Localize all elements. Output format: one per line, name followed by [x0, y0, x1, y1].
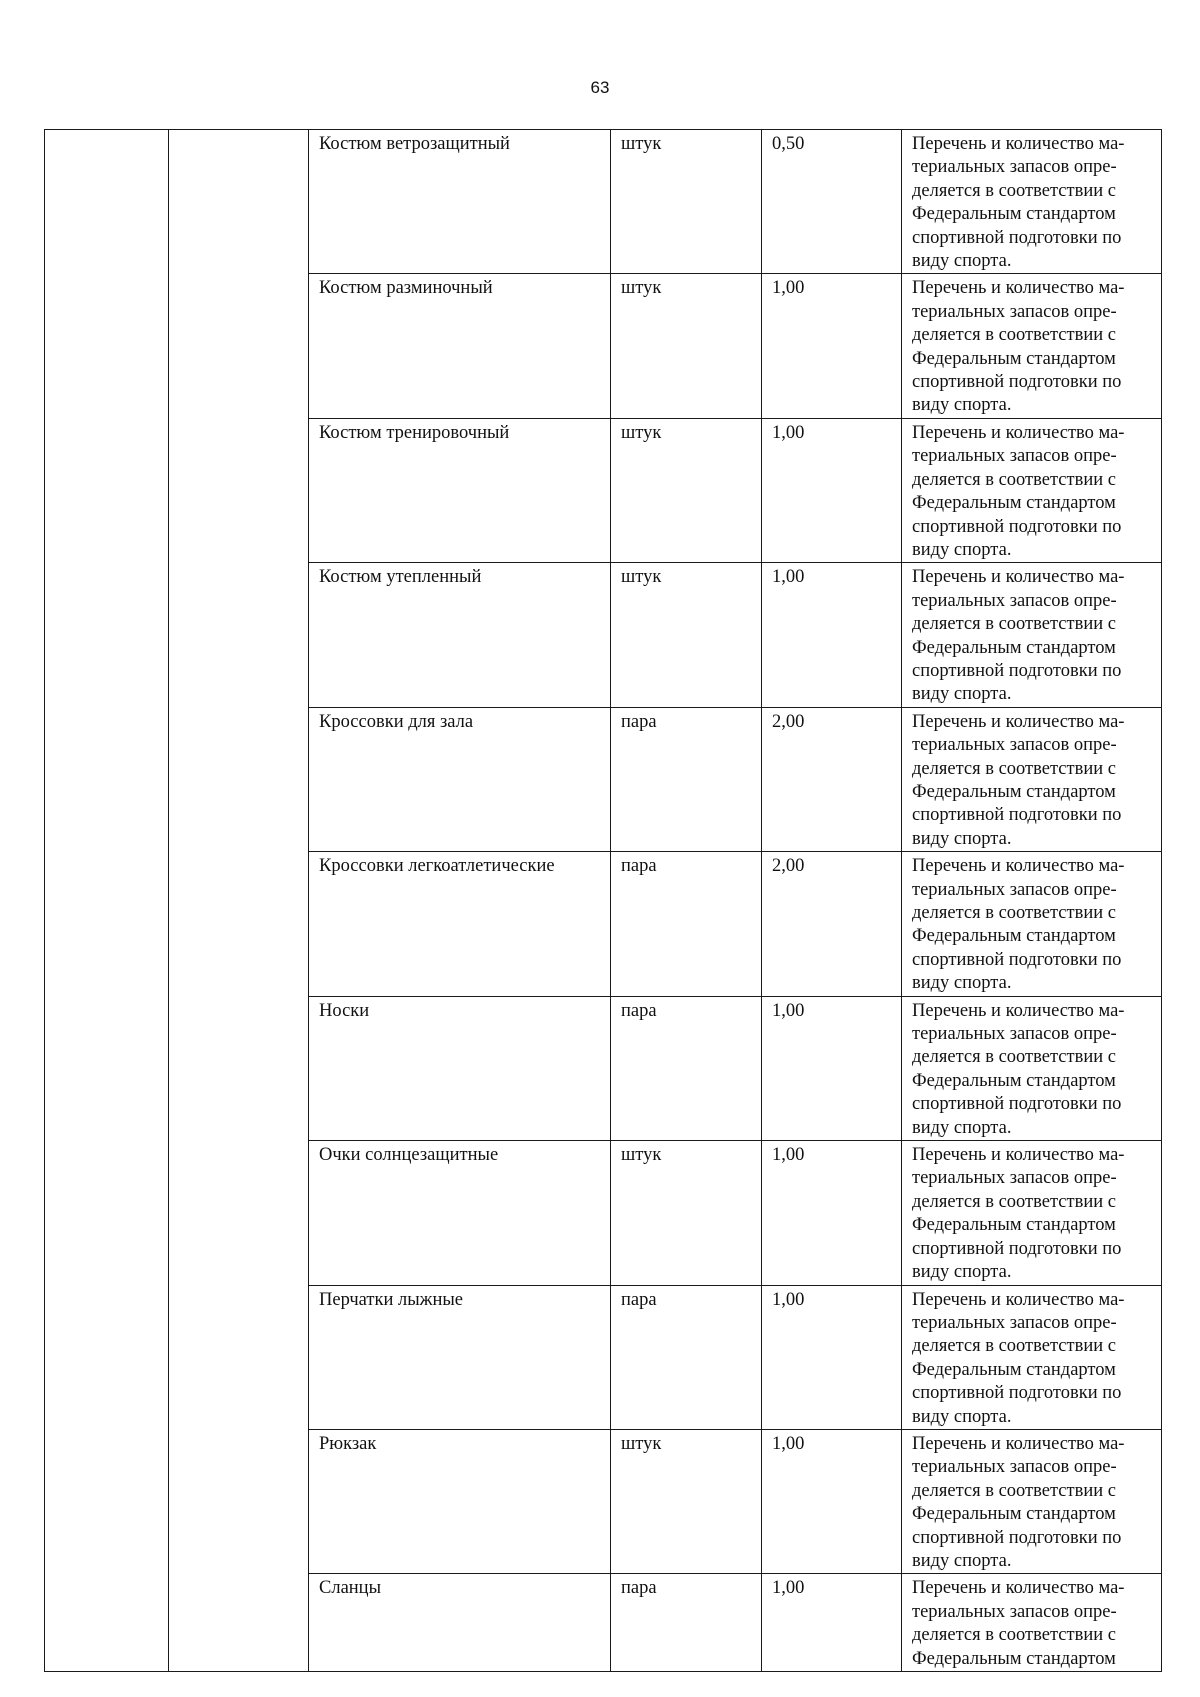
- unit-cell: штук: [611, 418, 762, 562]
- item-name-cell: Костюм ветрозащитный: [309, 130, 611, 274]
- item-name-cell: Перчатки лыжные: [309, 1285, 611, 1429]
- item-name-cell: Очки солнцезащитные: [309, 1141, 611, 1285]
- quantity-cell: 1,00: [762, 274, 902, 418]
- item-name-cell: Кроссовки легкоатлетические: [309, 852, 611, 996]
- quantity-cell: 1,00: [762, 1574, 902, 1672]
- item-name-cell: Носки: [309, 996, 611, 1140]
- note-cell: Перечень и количество ма-териальных запасов опре-деляется в соответствии с Федеральным стандартом: [902, 1574, 1162, 1672]
- merged-cell-col2: [169, 130, 309, 1672]
- quantity-cell: 1,00: [762, 418, 902, 562]
- quantity-cell: 1,00: [762, 1429, 902, 1573]
- item-name-cell: Кроссовки для зала: [309, 707, 611, 851]
- quantity-cell: 2,00: [762, 707, 902, 851]
- item-name-cell: Сланцы: [309, 1574, 611, 1672]
- note-cell: Перечень и количество ма-териальных запасов опре-деляется в соответствии с Федеральным стандартом спортивной подготовки по виду спорта.: [902, 852, 1162, 996]
- unit-cell: пара: [611, 996, 762, 1140]
- equipment-table-body: [45, 130, 1162, 1672]
- table-row: [45, 130, 1162, 274]
- unit-cell: штук: [611, 274, 762, 418]
- item-name-cell: Костюм утепленный: [309, 563, 611, 707]
- merged-cell-col1: [45, 130, 169, 1672]
- unit-cell: штук: [611, 563, 762, 707]
- unit-cell: штук: [611, 1429, 762, 1573]
- note-cell: Перечень и количество ма-териальных запасов опре-деляется в соответствии с Федеральным стандартом спортивной подготовки по виду спорта.: [902, 418, 1162, 562]
- note-cell: Перечень и количество ма-териальных запасов опре-деляется в соответствии с Федеральным стандартом спортивной подготовки по виду спорта.: [902, 1429, 1162, 1573]
- note-cell: Перечень и количество ма-териальных запасов опре-деляется в соответствии с Федеральным стандартом спортивной подготовки по виду спорта.: [902, 707, 1162, 851]
- quantity-cell: 1,00: [762, 996, 902, 1140]
- unit-cell: штук: [611, 130, 762, 274]
- quantity-cell: 1,00: [762, 563, 902, 707]
- unit-cell: штук: [611, 1141, 762, 1285]
- note-cell: Перечень и количество ма-териальных запасов опре-деляется в соответствии с Федеральным стандартом спортивной подготовки по виду спорта.: [902, 1285, 1162, 1429]
- item-name-cell: Костюм тренировочный: [309, 418, 611, 562]
- note-cell: Перечень и количество ма-териальных запасов опре-деляется в соответствии с Федеральным стандартом спортивной подготовки по виду спорта.: [902, 274, 1162, 418]
- equipment-table: [44, 129, 1162, 1672]
- unit-cell: пара: [611, 852, 762, 996]
- note-cell: Перечень и количество ма-териальных запасов опре-деляется в соответствии с Федеральным стандартом спортивной подготовки по виду спорта.: [902, 563, 1162, 707]
- unit-cell: пара: [611, 1574, 762, 1672]
- quantity-cell: 1,00: [762, 1285, 902, 1429]
- note-cell: Перечень и количество ма-териальных запасов опре-деляется в соответствии с Федеральным стандартом спортивной подготовки по виду спорта.: [902, 996, 1162, 1140]
- note-cell: Перечень и количество ма-териальных запасов опре-деляется в соответствии с Федеральным стандартом спортивной подготовки по виду спорта.: [902, 130, 1162, 274]
- unit-cell: пара: [611, 1285, 762, 1429]
- item-name-cell: Костюм разминочный: [309, 274, 611, 418]
- quantity-cell: 2,00: [762, 852, 902, 996]
- quantity-cell: 1,00: [762, 1141, 902, 1285]
- unit-cell: пара: [611, 707, 762, 851]
- note-cell: Перечень и количество ма-териальных запасов опре-деляется в соответствии с Федеральным стандартом спортивной подготовки по виду спорта.: [902, 1141, 1162, 1285]
- page-number: 63: [590, 78, 610, 97]
- item-name-cell: Рюкзак: [309, 1429, 611, 1573]
- quantity-cell: 0,50: [762, 130, 902, 274]
